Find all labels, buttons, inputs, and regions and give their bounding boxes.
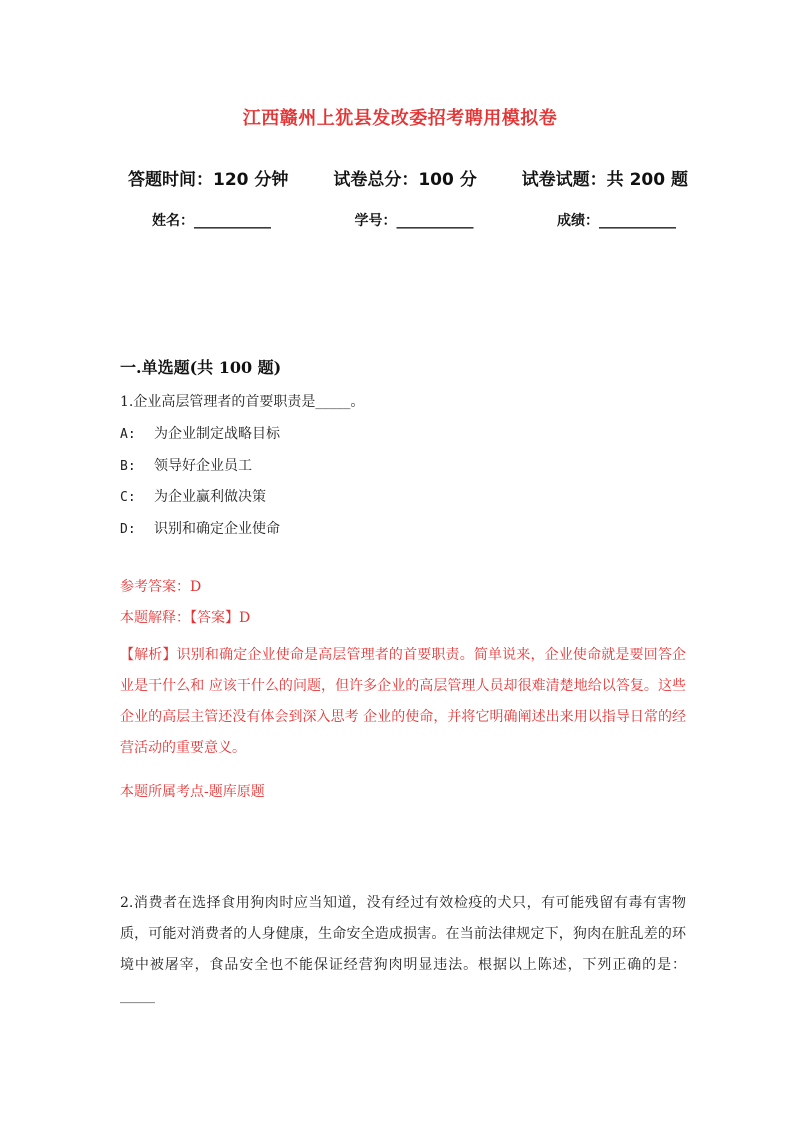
option-letter: C:	[120, 490, 136, 505]
option-text: 为企业制定战略目标	[154, 426, 280, 442]
student-id-field: 学号：___________	[354, 213, 474, 229]
student-name-field: 姓名：___________	[152, 213, 271, 229]
question-1-answer: 参考答案：D	[120, 578, 202, 595]
question-1-stem: 1.企业高层管理者的首要职责是_____。	[120, 394, 365, 410]
student-info-row	[152, 210, 676, 230]
question-1-option-b	[120, 456, 690, 476]
exam-title: 江西赣州上犹县发改委招考聘用模拟卷	[242, 108, 558, 129]
option-letter: B:	[120, 458, 136, 474]
question-1-option-d	[120, 519, 690, 539]
exam-question-count: 试卷试题：共 200 题	[521, 170, 688, 190]
question-1-source: 本题所属考点-题库原题	[120, 783, 265, 800]
option-text: 识别和确定企业使命	[154, 520, 280, 537]
option-letter: D:	[120, 521, 136, 537]
option-text: 领导好企业员工	[154, 457, 252, 474]
student-grade-field: 成绩：___________	[557, 213, 676, 229]
question-1-option-a	[120, 424, 690, 444]
exam-time: 答题时间：120 分钟	[128, 170, 289, 190]
exam-total-score: 试卷总分：100 分	[333, 170, 477, 190]
question-1-explanation-title: 本题解释：【答案】D	[120, 609, 251, 626]
question-2-stem: 2.消费者在选择食用狗肉时应当知道，没有经过有效检疫的犬只，有可能残留有毒有害物质，可能对消费者的人身健康，生命安全造成损害。在当前法律规定下，狗肉在脏乱差的环境中被屠宰，食品安全也不能保证经营狗肉明显违法。根据以上陈述，下列正确的是：_____	[120, 894, 686, 1004]
question-1-option-c	[120, 487, 690, 507]
exam-info-row	[128, 165, 688, 190]
section-title: 一.单选题(共 100 题)	[120, 358, 282, 377]
exam-content	[120, 356, 690, 1012]
question-1-analysis: 【解析】识别和确定企业使命是高层管理者的首要职责。简单说来，企业使命就是要回答企业是干什么和 应该干什么的问题，但许多企业的高层管理人员却很难清楚地给以答复。这些企业的高层主管还没有体会到深入思考 企业的使命，并将它明确阐述出来用以指导日常的经营活动的重要意义。	[120, 646, 686, 756]
option-text: 为企业赢利做决策	[154, 489, 266, 505]
option-letter: A:	[120, 427, 136, 442]
